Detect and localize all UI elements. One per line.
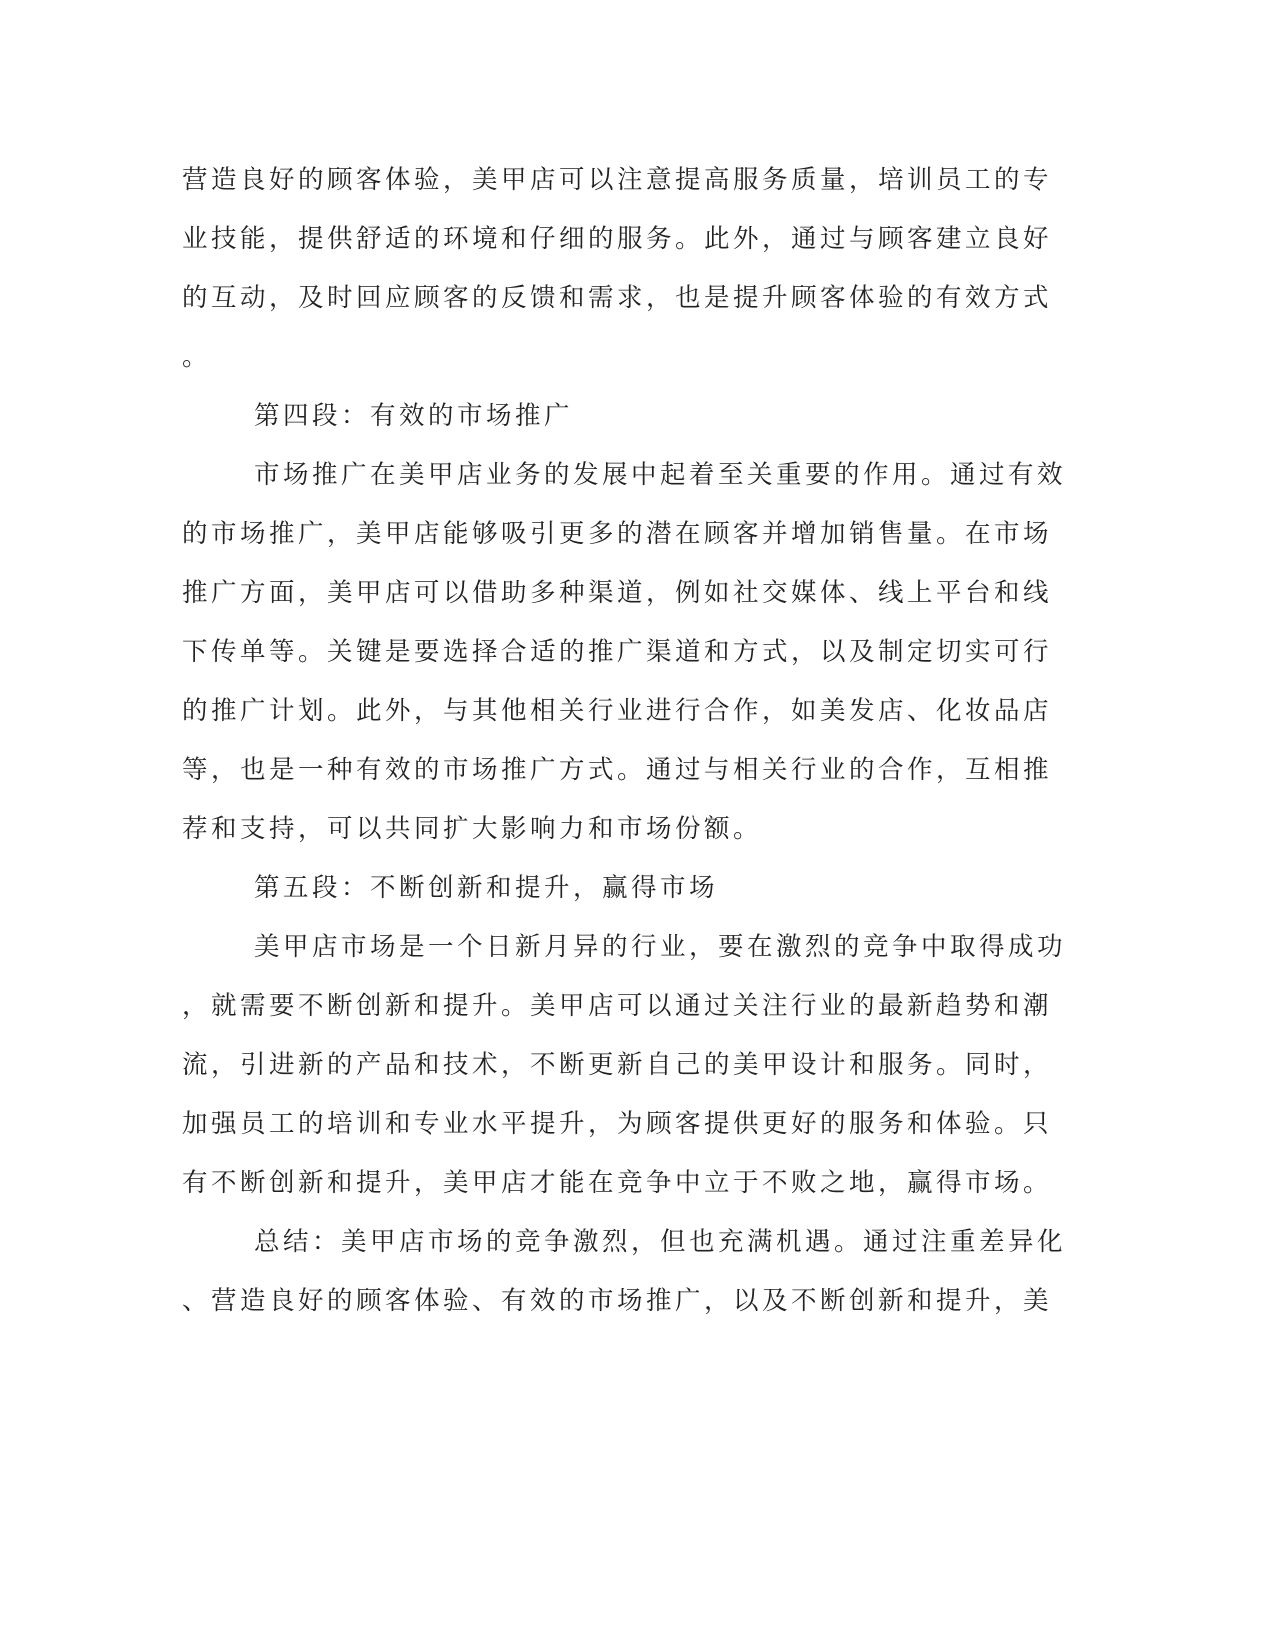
- summary-line: 总结：美甲店市场的竞争激烈，但也充满机遇。通过注重差异化: [254, 1227, 1067, 1257]
- text-line: 荐和支持，可以共同扩大影响力和市场份额。: [182, 814, 763, 844]
- text-line: ，就需要不断创新和提升。美甲店可以通过关注行业的最新趋势和潮: [182, 991, 1053, 1021]
- text-line: 有不断创新和提升，美甲店才能在竞争中立于不败之地，赢得市场。: [182, 1168, 1053, 1198]
- text-line: 营造良好的顾客体验，美甲店可以注意提高服务质量，培训员工的专: [182, 165, 1053, 195]
- text-line: 加强员工的培训和专业水平提升，为顾客提供更好的服务和体验。只: [182, 1109, 1053, 1139]
- text-line: 、营造良好的顾客体验、有效的市场推广，以及不断创新和提升，美: [182, 1286, 1053, 1316]
- text-line: 的推广计划。此外，与其他相关行业进行合作，如美发店、化妆品店: [182, 696, 1053, 726]
- text-line: 的互动，及时回应顾客的反馈和需求，也是提升顾客体验的有效方式: [182, 283, 1053, 313]
- text-line: 流，引进新的产品和技术，不断更新自己的美甲设计和服务。同时，: [182, 1050, 1053, 1080]
- section-heading-5: 第五段：不断创新和提升，赢得市场: [254, 873, 719, 903]
- text-line: 美甲店市场是一个日新月异的行业，要在激烈的竞争中取得成功: [254, 932, 1067, 962]
- text-line: 。: [182, 342, 212, 372]
- text-line: 推广方面，美甲店可以借助多种渠道，例如社交媒体、线上平台和线: [182, 578, 1053, 608]
- text-line: 的市场推广，美甲店能够吸引更多的潜在顾客并增加销售量。在市场: [182, 519, 1053, 549]
- text-line: 业技能，提供舒适的环境和仔细的服务。此外，通过与顾客建立良好: [182, 224, 1053, 254]
- section-heading-4: 第四段：有效的市场推广: [254, 401, 574, 431]
- text-line: 等，也是一种有效的市场推广方式。通过与相关行业的合作，互相推: [182, 755, 1053, 785]
- text-line: 市场推广在美甲店业务的发展中起着至关重要的作用。通过有效: [254, 460, 1067, 490]
- text-line: 下传单等。关键是要选择合适的推广渠道和方式，以及制定切实可行: [182, 637, 1053, 667]
